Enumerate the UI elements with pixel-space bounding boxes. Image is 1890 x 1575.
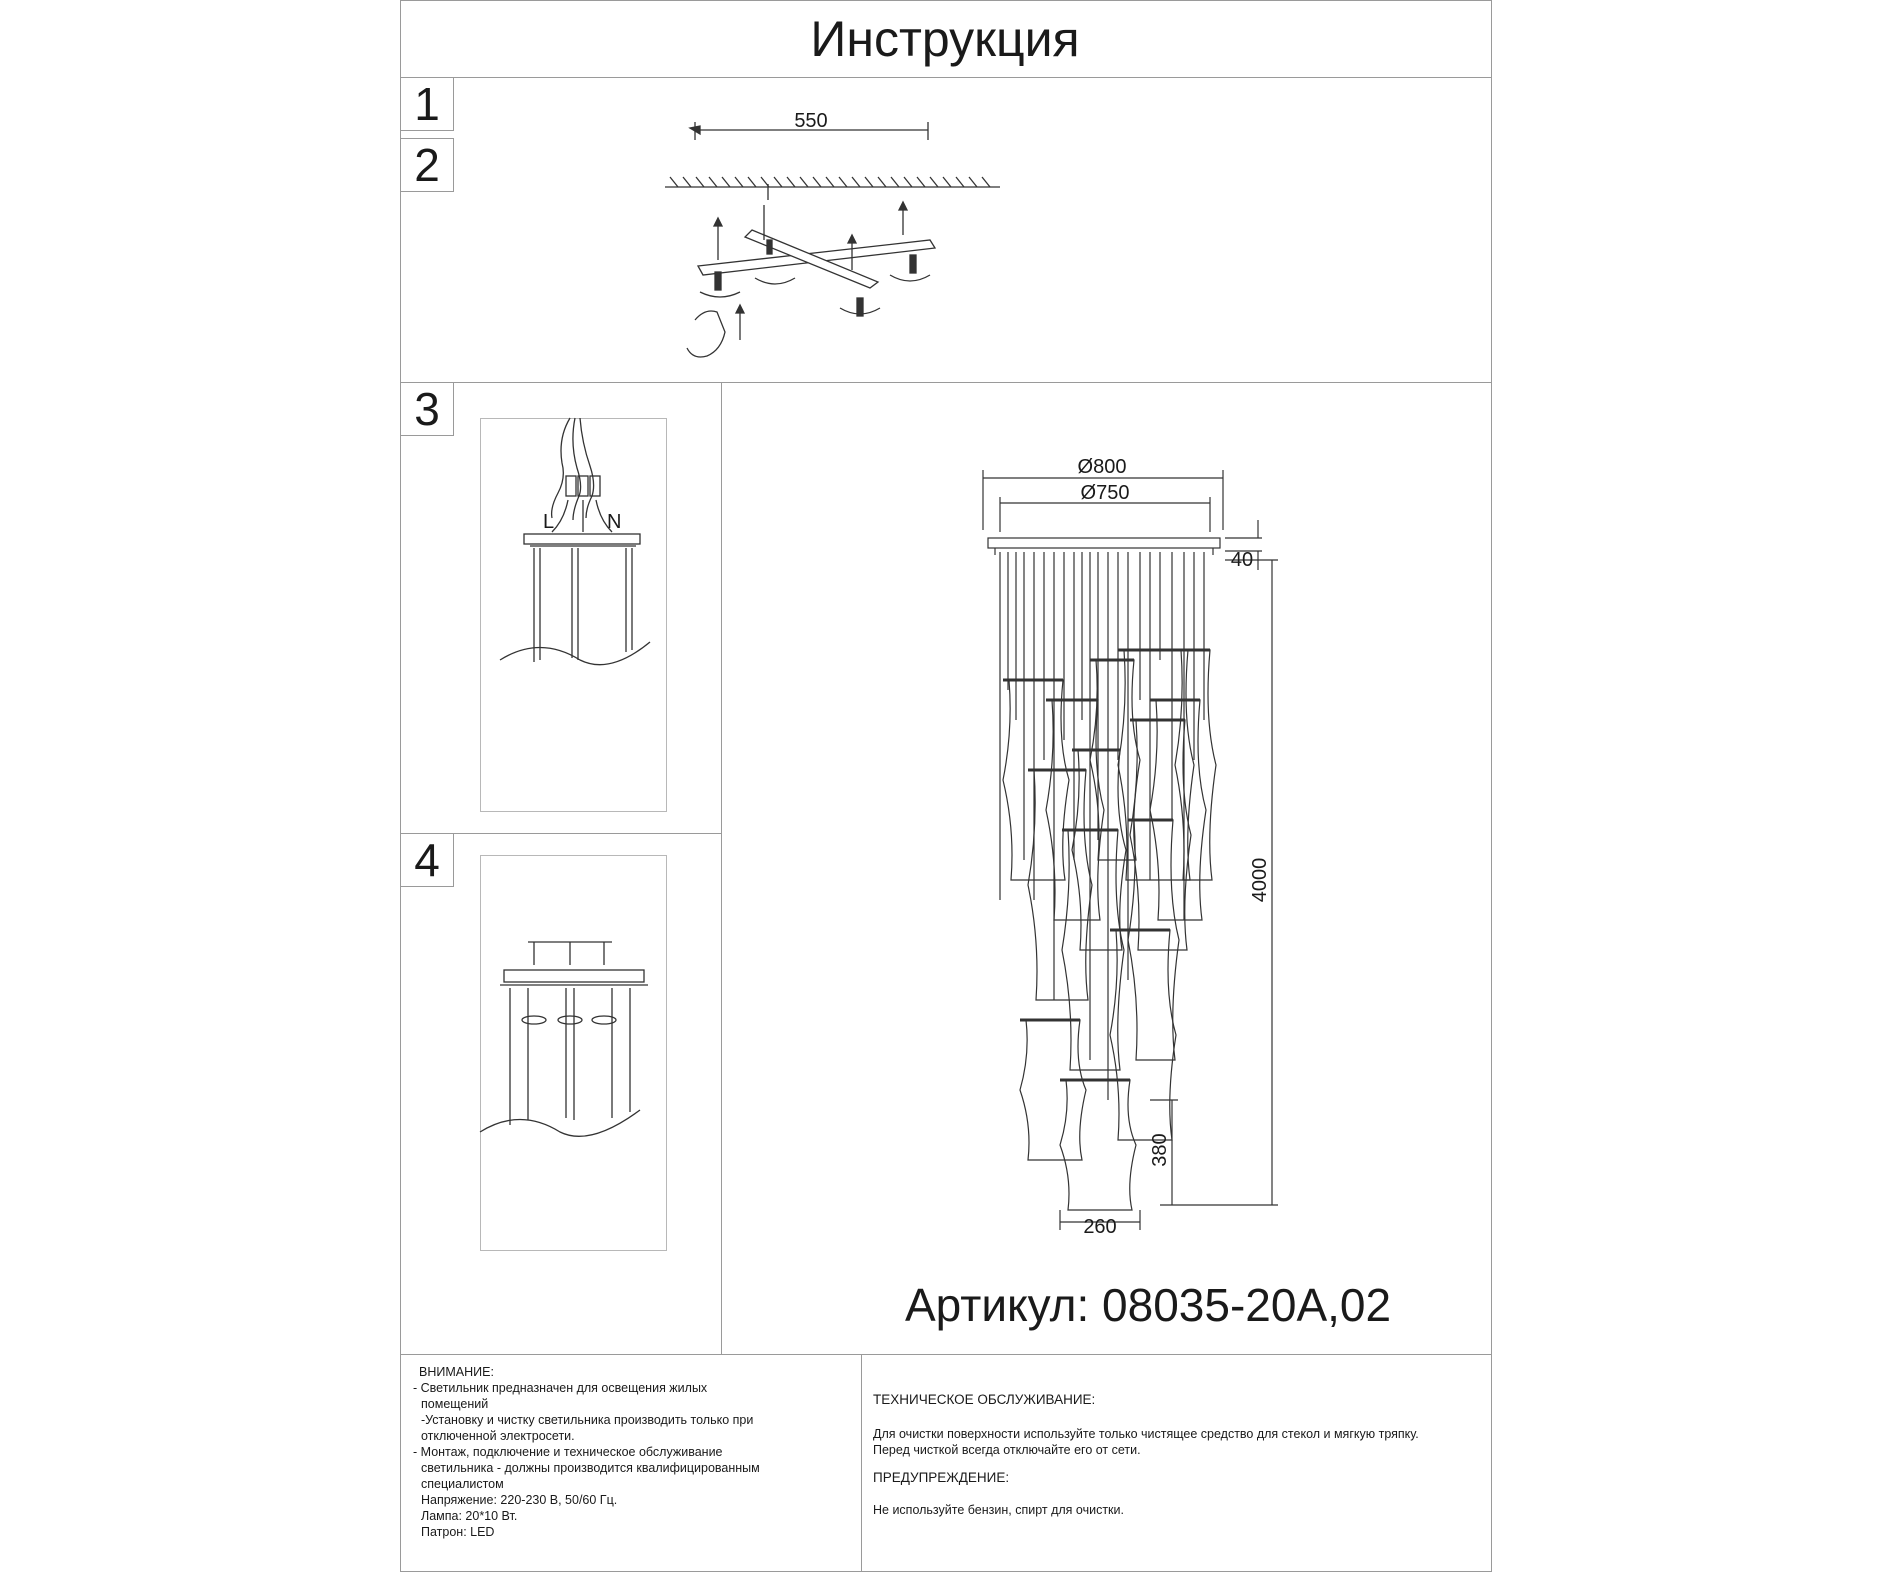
warning-title: ВНИМАНИЕ: xyxy=(419,1365,494,1379)
ceiling-hatch xyxy=(891,177,899,187)
ceiling-hatch xyxy=(917,177,925,187)
warning-line: - Светильник предназначен для освещения жилых xyxy=(413,1381,708,1395)
dim-mount-width: 550 xyxy=(794,110,828,132)
glass-element xyxy=(1020,1020,1086,1160)
warning-line: помещений xyxy=(421,1397,489,1411)
glass-element xyxy=(1003,680,1069,880)
warning-line: -Установку и чистку светильника производить только при xyxy=(421,1413,754,1427)
warning-line: Патрон: LED xyxy=(421,1525,495,1539)
glass-element xyxy=(1130,720,1191,950)
wire-label-n: N xyxy=(607,511,622,533)
step-number-4: 4 xyxy=(400,833,454,887)
wire-label-l: L xyxy=(543,511,555,533)
dim-element-height: 380 xyxy=(1149,1133,1171,1167)
ceiling-hatch xyxy=(774,177,782,187)
warning-line: Напряжение: 220-230 В, 50/60 Гц. xyxy=(421,1493,618,1507)
ceiling-hatch xyxy=(683,177,691,187)
maintenance-line: Перед чисткой всегда отключайте его от сети. xyxy=(873,1443,1141,1457)
hanging-illustration xyxy=(480,942,648,1136)
maintenance-notes xyxy=(873,1392,1419,1518)
wiring-illustration xyxy=(500,418,650,665)
warning-line: специалистом xyxy=(421,1477,504,1491)
glass-element xyxy=(1150,700,1206,920)
ceiling-hatch xyxy=(826,177,834,187)
ceiling-hatch xyxy=(852,177,860,187)
warning-line: - Монтаж, подключение и техническое обслуживание xyxy=(413,1445,723,1459)
glass-element xyxy=(1110,930,1176,1140)
ceiling-hatch xyxy=(982,177,990,187)
ceiling-hatch xyxy=(943,177,951,187)
ceiling-hatch xyxy=(787,177,795,187)
warning-line: отключенной электросети. xyxy=(421,1429,575,1443)
maintenance-title: ТЕХНИЧЕСКОЕ ОБСЛУЖИВАНИЕ: xyxy=(873,1392,1096,1407)
warning-notes xyxy=(413,1364,760,1540)
caution-text: Не используйте бензин, спирт для очистки. xyxy=(873,1503,1124,1517)
ceiling-hatch xyxy=(800,177,808,187)
step-number-1: 1 xyxy=(400,77,454,131)
dim-canopy-height: 40 xyxy=(1230,549,1254,571)
glass-element xyxy=(1028,770,1092,1000)
step-number-2: 2 xyxy=(400,138,454,192)
ceiling-hatch xyxy=(878,177,886,187)
ceiling-hatch xyxy=(722,177,730,187)
warning-line: светильника - должны производится квалифицированным xyxy=(421,1461,760,1475)
maintenance-line: Для очистки поверхности используйте только чистящее средство для стекол и мягкую тряпку. xyxy=(873,1427,1419,1441)
ceiling-hatch xyxy=(839,177,847,187)
ceiling-hatch xyxy=(670,177,678,187)
glass-element xyxy=(1128,820,1179,1060)
article-number: Артикул: 08035-20A,02 xyxy=(905,1279,1392,1331)
ceiling-hatch xyxy=(865,177,873,187)
ceiling-hatch xyxy=(969,177,977,187)
dim-element-width: 260 xyxy=(1083,1216,1117,1238)
dim-inner-diameter: Ø750 xyxy=(1080,482,1130,504)
ceiling-hatch xyxy=(930,177,938,187)
dim-outer-diameter: Ø800 xyxy=(1077,456,1127,478)
glass-element xyxy=(1060,1080,1136,1210)
glass-element xyxy=(1046,700,1104,920)
page-title: Инструкция xyxy=(810,11,1080,67)
caution-title: ПРЕДУПРЕЖДЕНИЕ: xyxy=(873,1470,1010,1485)
mounting-bracket-illustration xyxy=(665,122,1000,357)
ceiling-hatch xyxy=(748,177,756,187)
ceiling-hatch xyxy=(709,177,717,187)
glass-element xyxy=(1175,650,1216,880)
dim-total-height: 4000 xyxy=(1249,857,1271,903)
ceiling-hatch xyxy=(813,177,821,187)
ceiling-hatch xyxy=(735,177,743,187)
chandelier-drawing xyxy=(983,470,1278,1230)
ceiling-hatch xyxy=(904,177,912,187)
step-number-3: 3 xyxy=(400,382,454,436)
ceiling-hatch xyxy=(956,177,964,187)
ceiling-hatch xyxy=(696,177,704,187)
warning-line: Лампа: 20*10 Вт. xyxy=(421,1509,518,1523)
